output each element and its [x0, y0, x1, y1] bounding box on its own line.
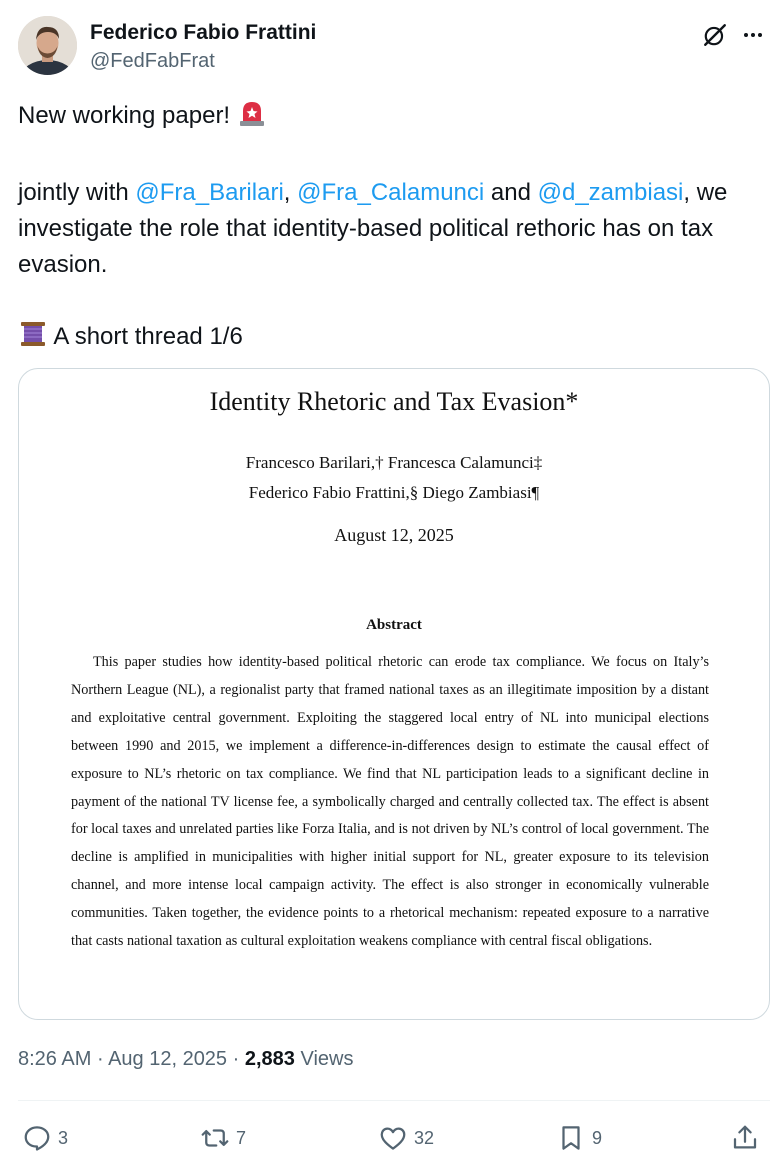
reply-count: 3 [58, 1127, 69, 1148]
mention-fra-calamunci[interactable]: @Fra_Calamunci [297, 179, 485, 206]
tweet-text [18, 98, 770, 360]
tweet-line-3 [18, 319, 770, 360]
repost-icon [200, 1123, 230, 1153]
tweet-line-1-text: New working paper! [18, 102, 231, 129]
reply-button[interactable] [22, 1120, 68, 1156]
tweet-header [18, 16, 770, 78]
grok-icon [702, 22, 728, 48]
mention-separator: , [283, 179, 298, 206]
heart-icon [378, 1123, 408, 1153]
tweet-date[interactable]: Aug 12, 2025 [108, 1048, 228, 1070]
like-count: 32 [414, 1127, 435, 1148]
tweet-time[interactable]: 8:26 AM [18, 1048, 92, 1070]
bookmark-count: 9 [592, 1127, 603, 1148]
thread-spool-emoji [18, 319, 48, 360]
more-button[interactable] [738, 20, 768, 50]
police-light-emoji [237, 98, 267, 139]
paper-authors-line-1: Francesco Barilari,† Francesca Calamunci‡ [245, 453, 543, 472]
avatar[interactable] [18, 16, 77, 75]
paper-title: Identity Rhetoric and Tax Evasion* [209, 387, 579, 416]
share-icon [730, 1123, 760, 1153]
mention-fra-barilari[interactable]: @Fra_Barilari [135, 179, 284, 206]
mention-d-zambiasi[interactable]: @d_zambiasi [537, 179, 684, 206]
views-count: 2,883 [244, 1048, 295, 1070]
paper-date: August 12, 2025 [334, 525, 454, 545]
tweet-line-2-suffix: , we investigate the role that identity-based political rethoric has on tax evasion. [18, 179, 728, 278]
user-handle[interactable]: @FedFabFrat [90, 50, 215, 72]
mention-separator: and [484, 179, 538, 206]
views-label: Views [294, 1048, 354, 1070]
abstract-heading: Abstract [366, 617, 422, 633]
abstract-text: This paper studies how identity-based political rhetoric can erode tax compliance. We focus on Italy’s Northern League (NL), a regionalist party that framed national taxes as an illegitimate imposition by a distant and exploitative central government. Exploiting the staggered local entry of NL into municipal elections between 1990 and 2015, we implement a difference-in-differences design to estimate the causal effect of exposure to NL’s rhetoric on tax compliance. We find that NL participation leads to a significant decline in payment of the national TV license fee, a symbolically charged and centrally collected tax. The effect is absent for local taxes and unrelated parties like Forza Italia, and is not driven by NL’s control of local government. The decline is amplified in municipalities with higher initial support for NL, greater exposure to its television channel, and more intense local campaign activity. The effect is also stronger in economically vulnerable communities. Taken together, the evidence points to a rhetorical mechanism: repeated exposure to a narrative that casts national taxation as cultural exploitation weakens compliance with central fiscal obligations. [71, 654, 709, 950]
paper-image[interactable] [18, 368, 770, 1020]
meta-separator: · [227, 1048, 245, 1070]
avatar-photo [18, 16, 77, 75]
tweet-line-3-text: A short thread 1/6 [53, 323, 243, 350]
tweet-line-2-prefix: jointly with [18, 179, 136, 206]
tweet-metadata [18, 1045, 353, 1073]
more-icon [741, 23, 765, 47]
divider [18, 1100, 770, 1101]
reply-icon [22, 1123, 52, 1153]
share-button[interactable] [730, 1120, 760, 1156]
repost-count: 7 [236, 1127, 247, 1148]
repost-button[interactable] [200, 1120, 246, 1156]
grok-button[interactable] [700, 20, 730, 50]
display-name[interactable]: Federico Fabio Frattini [90, 21, 317, 44]
tweet-line-1 [18, 98, 770, 139]
meta-separator: · [91, 1048, 109, 1070]
bookmark-button[interactable] [556, 1120, 602, 1156]
paper-page [19, 369, 769, 1019]
like-button[interactable] [378, 1120, 434, 1156]
tweet-line-2 [18, 175, 770, 283]
paper-authors-line-2: Federico Fabio Frattini,§ Diego Zambiasi¶ [248, 483, 540, 502]
bookmark-icon [556, 1123, 586, 1153]
